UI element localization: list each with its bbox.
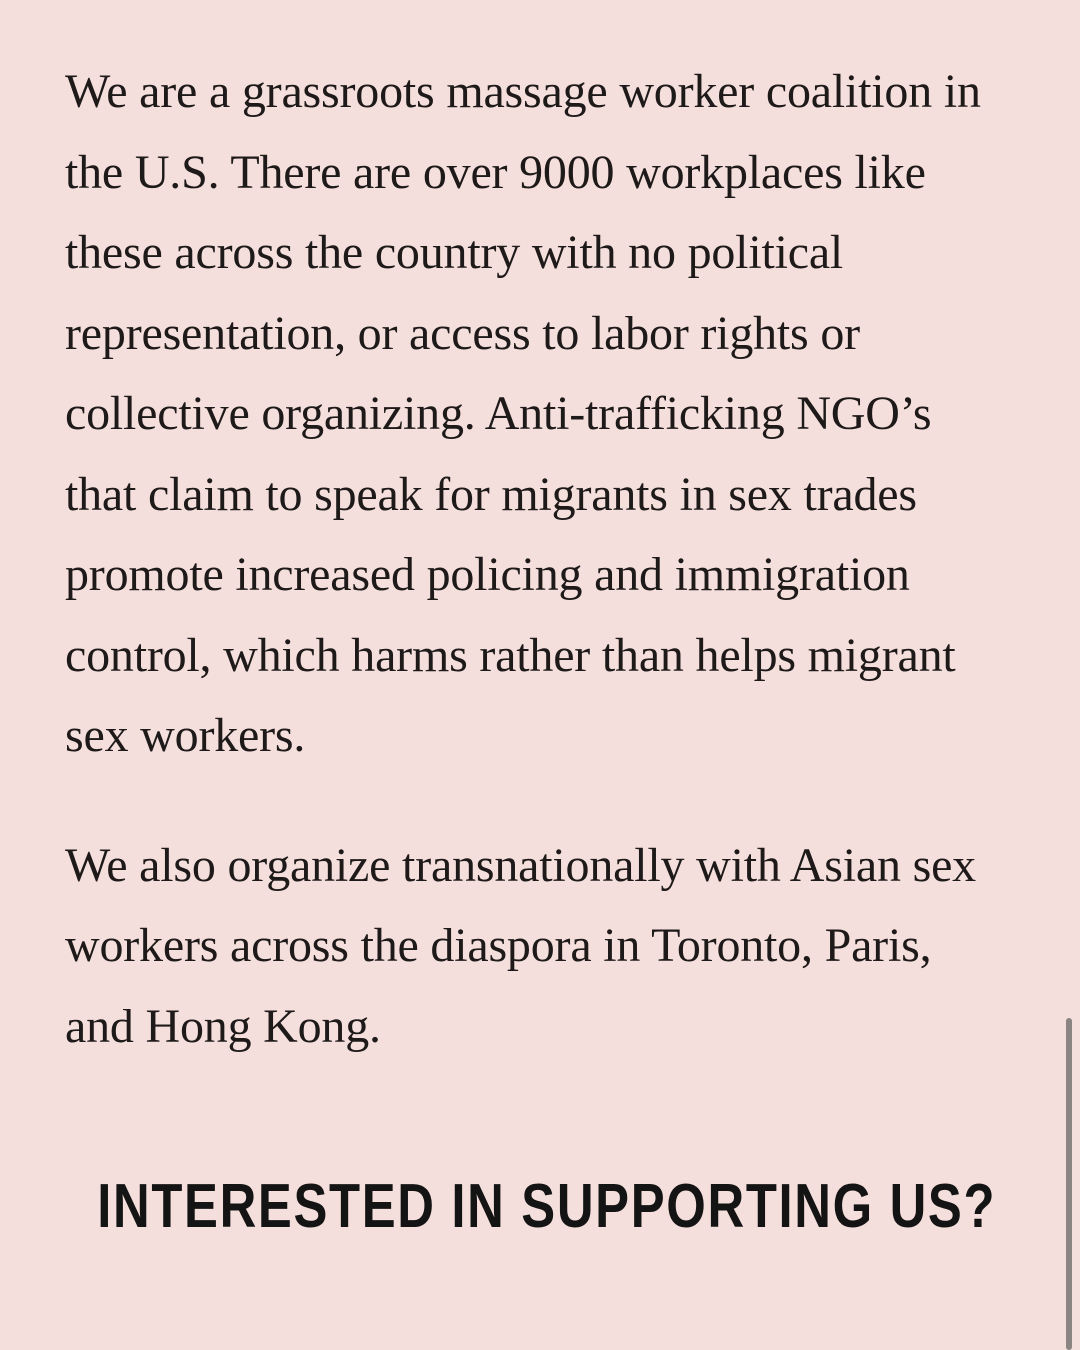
text-line: the U.S. There are over 9000 workplaces like xyxy=(65,145,926,199)
text-line: these across the country with no political xyxy=(65,226,844,279)
cta-heading: INTERESTED IN SUPPORTING US? xyxy=(97,1172,997,1241)
text-line: collective organizing. Anti-trafficking NGO’s xyxy=(65,387,932,440)
text-line: control, which harms rather than helps migrant xyxy=(65,628,956,682)
text-line: and Hong Kong. xyxy=(65,999,381,1053)
text-line: representation, or access to labor rights or xyxy=(65,306,860,360)
text-line: sex workers. xyxy=(65,709,306,762)
scrollbar-thumb[interactable] xyxy=(1066,1018,1072,1350)
text-line: We are a grassroots massage worker coalition in xyxy=(65,65,981,118)
text-line: We also organize transnationally with Asian sex xyxy=(65,838,976,892)
paragraph-transnational xyxy=(65,826,1025,1068)
text-line: workers across the diaspora in Toronto, Paris, xyxy=(65,919,932,972)
text-line: promote increased policing and immigration xyxy=(65,548,910,601)
article-body xyxy=(65,52,1025,1067)
text-line: that claim to speak for migrants in sex trades xyxy=(65,467,917,521)
paragraph-coalition xyxy=(65,52,1025,777)
